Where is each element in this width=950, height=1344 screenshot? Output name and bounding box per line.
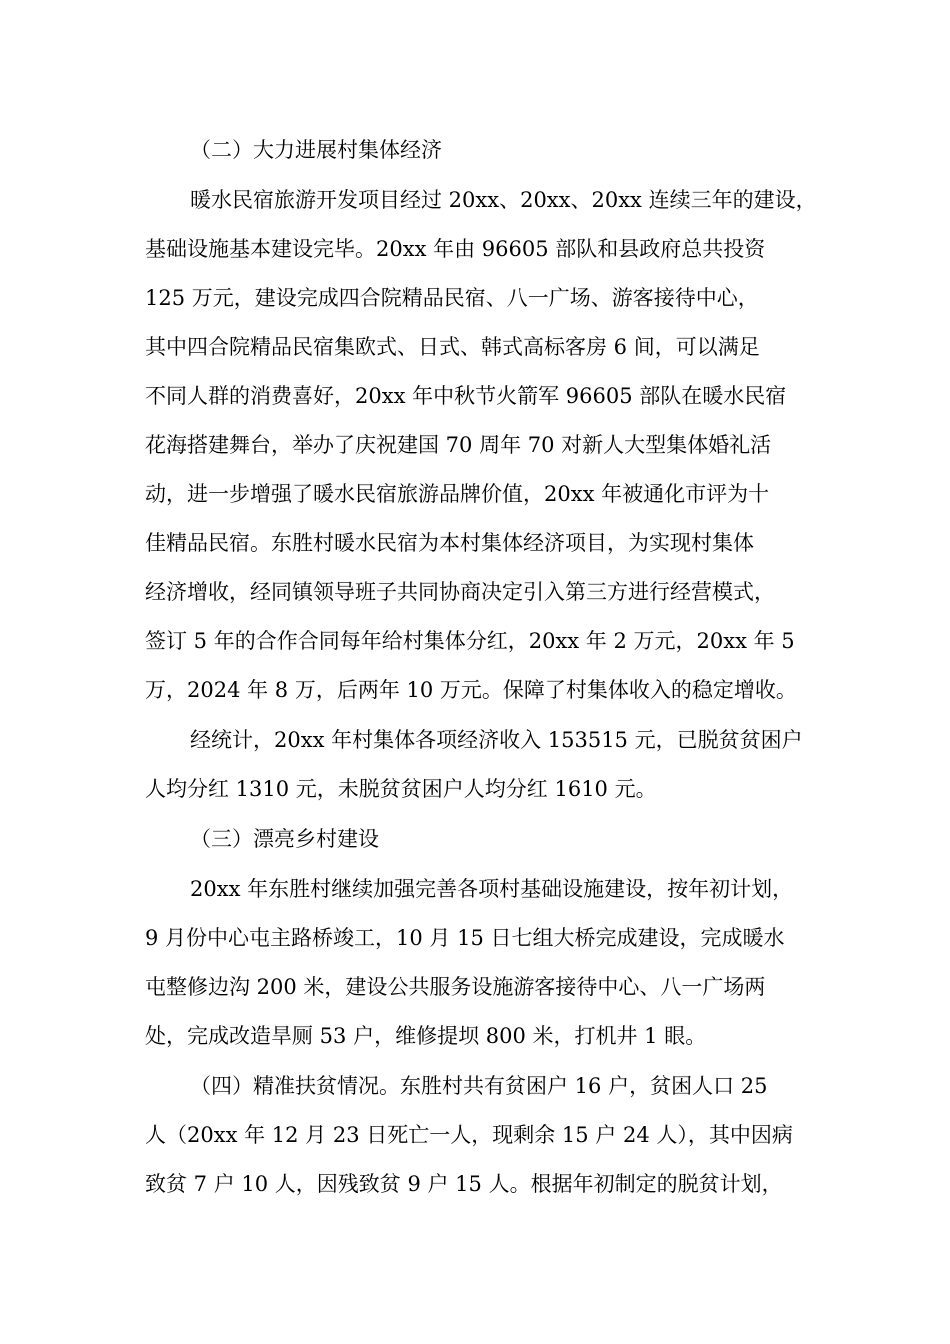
paragraph-line: 基础设施基本建设完毕。20xx 年由 96605 部队和县政府总共投资 [145,237,766,261]
paragraph-line: 人（20xx 年 12 月 23 日死亡一人，现剩余 15 户 24 人），其中因病 [145,1123,793,1147]
paragraph-line: 其中四合院精品民宿集欧式、日式、韩式高标客房 6 间，可以满足 [145,335,760,359]
paragraph-line: 暖水民宿旅游开发项目经过 20xx、20xx、20xx 连续三年的建设， [190,188,817,212]
paragraph-line: 125 万元，建设完成四合院精品民宿、八一广场、游客接待中心， [145,286,759,310]
paragraph-line: 9 月份中心屯主路桥竣工，10 月 15 日七组大桥完成建设，完成暖水 [145,926,785,950]
paragraph-line: 经济增收，经同镇领导班子共同协商决定引入第三方进行经营模式， [145,580,775,604]
paragraph-line: 屯整修边沟 200 米，建设公共服务设施游客接待中心、八一广场两 [145,975,766,999]
paragraph-line: 佳精品民宿。东胜村暖水民宿为本村集体经济项目，为实现村集体 [145,531,754,555]
paragraph-line: 致贫 7 户 10 人，因残致贫 9 户 15 人。根据年初制定的脱贫计划， [145,1172,783,1196]
paragraph-line: 不同人群的消费喜好，20xx 年中秋节火箭军 96605 部队在暖水民宿 [145,384,787,408]
paragraph-line: 人均分红 1310 元，未脱贫贫困户人均分红 1610 元。 [145,777,657,801]
heading-collective-economy: （二）大力进展村集体经济 [190,138,442,162]
paragraph-line: 经统计，20xx 年村集体各项经济收入 153515 元，已脱贫贫困户 [190,728,803,752]
paragraph-line: 花海搭建舞台，举办了庆祝建国 70 周年 70 对新人大型集体婚礼活 [145,433,772,457]
paragraph-line: 动，进一步增强了暖水民宿旅游品牌价值，20xx 年被通化市评为十 [145,482,770,506]
paragraph-line: 签订 5 年的合作合同每年给村集体分红，20xx 年 2 万元，20xx 年 5 [145,629,795,653]
heading-beautiful-village: （三）漂亮乡村建设 [190,827,379,851]
paragraph-line: 20xx 年东胜村继续加强完善各项村基础设施建设，按年初计划， [190,877,794,901]
paragraph-line: 万，2024 年 8 万，后两年 10 万元。保障了村集体收入的稳定增收。 [145,678,797,702]
paragraph-line: 处，完成改造旱厕 53 户，维修提坝 800 米，打机井 1 眼。 [145,1024,707,1048]
paragraph-line: （四）精准扶贫情况。东胜村共有贫困户 16 户，贫困人口 25 [190,1074,768,1098]
